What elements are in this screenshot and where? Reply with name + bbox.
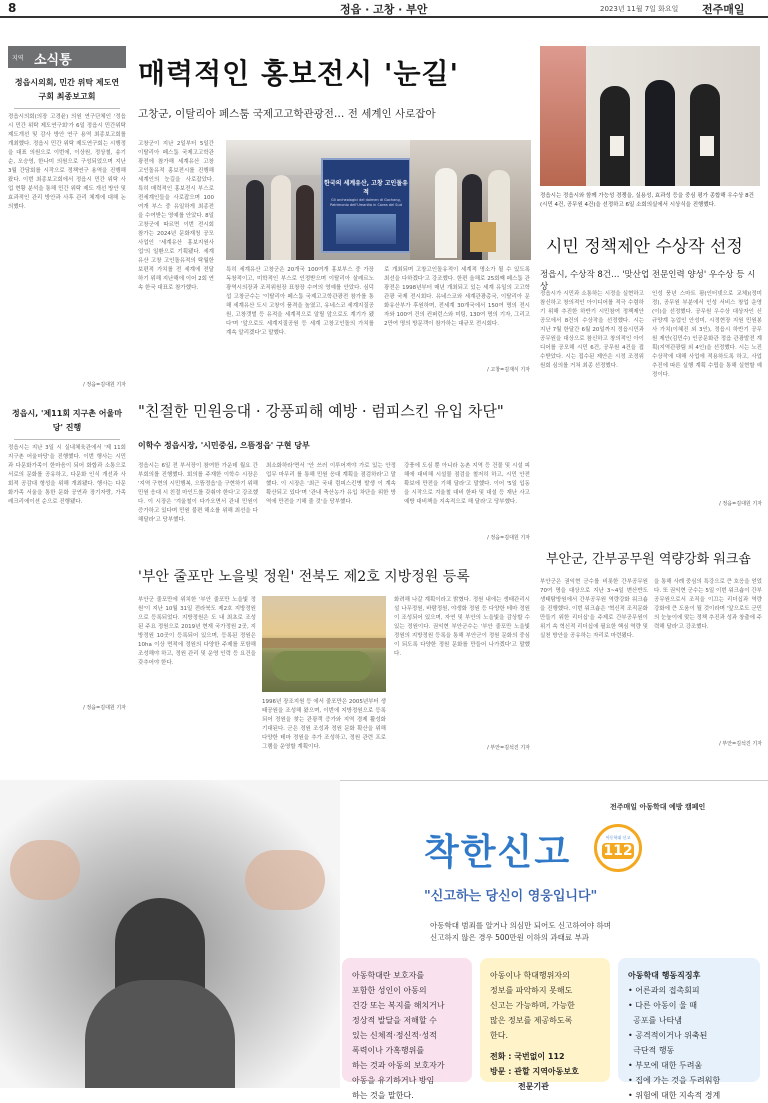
mid-col2: 최소화하라'면서 '안 쓰러 이루어져야 가로 있는 안정 업무 마무리 를 통해 민원 응대 계획을 점검하라'고 말했다. 이 시장은 '최근 국내 럼피스킨병 발생 이 계속 확산되고 있다'며 '관내 축산농가 유입 차단을 위한 방역에 만전을 기해 줄 것'을 당부했다. — [266, 463, 396, 505]
right-top-col1: 정읍시가 시민과 소통하는 시정을 실현하고 참신하고 창의적인 아이디어를 적극 수렴하기 위해 추진한 하반기 시민참여 정책제안 공모에서 8건의 수상작을 선정했다. 시는 지난 7월 한달간 6월 20일까지 정읍시민과 공무원을 대상으로 참신하고 창의적인 아이디어를 공모해 시민 6건, 공무원 4건을 접수받았다. 시는 접수된 제안은 시정 조정위원회 심의를 거쳐 최종 선정했다. — [540, 291, 644, 369]
ad-poster — [0, 780, 768, 1100]
ad-box3-line: • 위험에 대한 지속적 경계 — [628, 1091, 721, 1100]
banner-panel — [321, 158, 411, 253]
ad-box-signs — [618, 958, 760, 1100]
ad-box2-call-3: 전문기관 — [518, 1082, 549, 1091]
sidebar-item1-byline: / 정읍=김대원 기자 — [83, 382, 126, 388]
sidebar-news — [8, 76, 126, 791]
ad-box3-line: • 다른 아동이 울 때 — [628, 1001, 697, 1010]
issue-date: 2023년 11월 7일 화요일 — [600, 5, 679, 13]
ad-box1-line: 하는 것을 말한다. — [352, 1091, 414, 1100]
right-top-headline: 시민 정책제안 수상작 선정 — [546, 237, 743, 257]
ad-box-definition — [342, 958, 472, 1100]
mid-col1: 정읍시는 6일 전 부서장이 참여한 가운데 월요 간부회의를 진행했다. 회의를 주재한 이학수 시장은 '지역 구현의 시민행복, 으뜸정읍'을 구현하기 위해 민원 응대 시 친절 마인드를 갖춰야 한다'고 강조했다. 이 시장은 '겨울철이 다가오면서 관내 민원이 증가하고 있다며 민원 불편 해소를 위해 최선을 다해달라'고 당부했다. — [138, 463, 259, 523]
ad-desc-2: 신고하지 않은 경우 500만원 이하의 과태료 부과 — [430, 933, 590, 942]
ad-photo — [0, 780, 340, 1088]
sidebar-item2-body: 정읍시는 지난 3일 시 실내체육관에서 '제 11회 지구촌 어울마당'을 진행했다. 이번 행사는 시민과 다문화가족이 한마음이 되어 화합과 소통으로 서로의 문화를 공유하고, 다문화 인식 개선과 사회적 공감대 형성을 위해 개최됐다. 행사는 다문화가족 서울을 통한 문화 공연과 장기자랑, 가족 레크리에이션 순으로 진행됐다. — [8, 445, 126, 505]
sidebar-tag-title: 소식통 — [34, 53, 72, 68]
article1-col2: 특히 세계유산 고창군은 20개국 100여개 홍보부스 중 가장 독창적이고, 미학적인 부스로 인정받으며 이탈리아 살레르노 광역시의장과 조직위원장 표창장 수여의 영예를 안았다. 심덕섭 고창군수는 '이탈리아 페스툼 국제고고학관광전 참가를 통해 세계유산 도시 고창이 품격을 높였고, 유네스코 세계지질공원, 고창갯벌 등 유적을 세계적으로 알릴 앞으로도 계기가 됐다'며 '앞으로도 세계지질공원 등 세계 고창고인돌의 가치를 계속 알리겠다'고 말했다. — [226, 267, 374, 336]
article1-headline: 매력적인 홍보전시 '눈길' — [138, 57, 460, 90]
ad-box3-line: • 집에 가는 것을 두려워함 — [628, 1076, 721, 1085]
sidebar-tag — [8, 46, 126, 68]
bottom-col2: 1996년 장조지원 등 에서 줄포만은 2005년부터 생태공원을 조성해 왔으며, 이번에 지방정원으로 등록되어 정원을 찾는 관광객 증가와 지역 경제 활성화 기대된다. 군은 정원 조성과 정원 문화 확산을 위해 다양한 테마 정원을 추가 조성하고, 정원 관련 프로그램을 운영할 계획이다. — [262, 699, 386, 750]
ad-box2-line: 신고는 가능하며, 가능한 — [490, 1001, 575, 1010]
ad-box3-line: • 공격적이거나 위축된 — [628, 1031, 708, 1040]
bottom-byline: / 부안=김석진 기자 — [487, 745, 530, 751]
bottom-col3: 화려해 나갈 계획이라고 밝혔다. 정원 내에는 생태관리시설 나무정원, 바람정원, 야생화 정원 등 다양한 테마 정원이 조성되어 있으며, 자연 및 부안의 노을빛을 감상할 수 있는 정원이다. 권익현 부안군수는 '부안 줄포만 노을빛 정원의 지방정원 등록을 통해 부안군이 정원 문화의 중심이 되도록 다양한 정원 문화를 만들어 나가겠다'고 말했다. — [394, 597, 530, 657]
ad-box3-line: 극단적 행동 — [628, 1046, 675, 1055]
right-mid-col1: 부안군은 권익현 군수를 비롯한 간부공무원 70여 명을 대상으로 지난 3~4일 변산반도 생태탐방원에서 간부공무원 역량강화 워크숍을 진행했다. 이번 워크숍은 '혁신적 조직문화 만들기 위한 리더십'을 주제로 간부공무원이 위기 속 혁신적 리더십에 필요한 핵심 역량 및 실천 방안을 공유하는 자리로 마련됐다. — [540, 579, 648, 639]
right-top-byline: / 정읍=김대원 기자 — [719, 501, 762, 507]
page-header — [0, 0, 768, 18]
article1-col1: 고창군이 지난 2일부터 5일간 이탈리아 페스툼 국제고고학관광전에 참가해 세계유산 고창 고인돌유적 홍보전시를 진행해 세계인의 눈길을 사로잡았다. 특히 매력적인 홍보전시 부스로 전세계인들을 사로잡으며 100여개 부스 중 유일하게 최종전을 수여받는 영예를 안았다. 8일 고창군에 따르면 이번 전시회 참가는 2024년 문화재청 공모사업인 '세계유산 홍보지원사업'의 일환으로 기획됐다. 세계유산 고창 고인돌유적의 탁월한 보편적 가치를 전 세계에 전달하기 위해 지난해에 이어 2회 연속 한국 대표로 참가했다. — [138, 141, 214, 291]
ad-box2-line: 많은 정보를 제공하도록 — [490, 1016, 573, 1025]
sidebar-item1-body: 정읍시의회(의장 고경윤) 의원 연구단체인 '정읍시 민간 위탁 제도연구회'가 6일 정읍시 민간위탁 제도개선 및 감사 방안 연구 용역 최종보고회를 개최했다. 정읍시 민간 위탁 제도연구회는 시행정을 대표 의원으로 이번에, 이상원, 정상철, 송기순, 오승영, 한나미 의원으로 구성되었으며 지난 3월 간담회를 시작으로 정책연구 용역을 진행해 왔다. 이번 최종보고회에서 정읍시 민간 위탁 사업 현황 분석을 통해 민간 위탁 제도 개선 방안 및 효과적인 관리 방안과 사후 관리 체계에 대해 논의했다. — [8, 114, 126, 210]
ad-box2-line: 정보를 파악하지 못해도 — [490, 986, 573, 995]
ad-box3-line: • 부모에 대한 두려움 — [628, 1061, 703, 1070]
ad-title: 착한신고 — [424, 832, 572, 873]
ad-box-report — [480, 958, 610, 1091]
ad-box2-call-2: 방문 : 관할 지역아동보호 — [490, 1067, 579, 1076]
award-photo — [540, 46, 760, 186]
garden-photo — [262, 596, 386, 692]
ad-box1-line: 정상적 발달을 저해할 수 — [352, 1016, 437, 1025]
mid-subhead: 이학수 정읍시장, '시민중심, 으뜸정읍' 구현 당부 — [138, 441, 310, 450]
article1-photo-2 — [410, 140, 531, 260]
page-number: 8 — [8, 1, 17, 15]
ad-box1-line: 포함한 성인이 아동의 — [352, 986, 427, 995]
ad-desc-1: 아동학대 범죄를 알거나 의심만 되어도 신고하여야 하며 — [430, 921, 611, 930]
ad-box1-line: 아동을 유기하거나 방임 — [352, 1076, 435, 1085]
article1-subhead: 고창군, 이탈리아 페스툼 국제고고학관광전… 전 세계인 사로잡아 — [138, 108, 436, 120]
right-mid-col2: 을 통해 사례 중심의 특강으로 큰 호응을 얻었다. 또 권익현 군수는 5일 이번 워크숍이 간부공무원으로서 조직을 이끄는 리더십과 역량 강화에 큰 도움이 될 것이라며 '앞으로도 군민의 눈높이에 맞는 정책 추진과 성과 창출에 주력해 달라'고 강조했다. — [654, 579, 762, 630]
ad-box2-call-1: 전화 : 국번없이 112 — [490, 1052, 565, 1061]
ad-badge-number: 112 — [603, 843, 633, 859]
ad-box3-title: 아동학대 행동직징후 — [628, 971, 701, 980]
sidebar-item2-title: 정읍시, '제11회 지구촌 어울마당' 진행 — [12, 409, 122, 432]
brand-logo: 전주매일 — [702, 3, 745, 16]
ad-corner-text: 전주매일 아동학대 예방 캠페인 — [610, 803, 706, 811]
photo-banner-title: 한국의 세계유산, 고창 고인돌유적 — [324, 180, 408, 196]
section-title: 정읍 · 고창 · 부안 — [340, 3, 428, 16]
ad-box3-line: • 어른과의 접촉회피 — [628, 986, 700, 995]
right-mid-headline: 부안군, 간부공무원 역량강화 워크숍 — [546, 552, 751, 567]
sidebar-tag-small: 지역 — [12, 55, 24, 62]
mid-byline: / 정읍=김대원 기자 — [487, 535, 530, 541]
bottom-headline: '부안 줄포만 노을빛 정원' 전북도 제2호 지방정원 등록 — [138, 569, 470, 585]
sidebar-item2-byline: / 정읍=김대원 기자 — [83, 705, 126, 711]
mid-headline: "친절한 민원응대 · 강풍피해 예방 · 럼피스킨 유입 차단" — [138, 402, 504, 420]
ad-box1-line: 아동학대란 보호자를 — [352, 971, 425, 980]
ad-slogan: "신고하는 당신이 영웅입니다" — [424, 889, 598, 904]
mid-col3: 강풍에 도심 뿐 아니라 농촌 지역 등 건물 및 시설 피해에 대비해 시설물 점검을 철저히 하고, 시민 안전 확보에 만전을 기해 달라'고 말했다. 이어 '5일 입동을 시작으로 겨울철 대비 한파 및 대설 등 재난 사고 예방 대비책을 지속적으로 해 달라'고 당부했다. — [404, 463, 530, 505]
right-top-subhead: 정읍시, 수상작 8건… '맞산업 전문인력 양성' 우수상 등 시상 — [540, 270, 756, 292]
sidebar-item1-title: 정읍시의회, 민간 위탁 제도연구회 최종보고회 — [14, 78, 120, 101]
bottom-col1: 부안군 줄포만에 위치한 '부안 줄포만 노을빛 정원'이 지난 10월 31일 전라북도 제2호 지방정원으로 등록되었다. 지방정원은 도 내 최초로 조성된 주요 정원으로 2019년 현재 국가정원 2곳, 지방정원 10곳이 등록되어 있으며, 등록된 정원은 10ha 이상 면적에 정원의 다양한 주제를 포함해 조성해야 하고, 정원 관리 및 운영 인력 등 요건을 갖추어야 한다. — [138, 597, 256, 666]
article1-byline: / 고창=김재식 기자 — [487, 367, 530, 373]
ad-box1-line: 건강 또는 복지를 해치거나 — [352, 1001, 445, 1010]
ad-box1-line: 하는 것과 아동의 보호자가 — [352, 1061, 445, 1070]
ad-box1-line: 폭력이나 가혹행위를 — [352, 1046, 425, 1055]
award-caption: 정읍시는 정읍시와 함께 가능성 경쟁을, 실용성, 효과성 등을 중심 평가 종합해 우수상 8건(시민 4건, 공무원 4건)을 선정하고 6일 소회의실에서 시상식을 진행했다. — [540, 193, 754, 208]
ad-box3-line: 공포를 나타냄 — [628, 1016, 682, 1025]
ad-badge — [594, 824, 642, 872]
article1-col3: 로 개최되며 고창고인돌유적이 세계적 명소가 될 수 있도록 최선을 다하겠다'고 강조했다. 한편 올해로 25회째 페스툼 관광전은 1998년부터 매년 개최되고 있는 세계 유일의 고고학관광 국제 전시회다. 유네스코와 세계관광총국, 이탈리아 문화유산부가 후원하며, 전세계 30개국에서 150여 명의 전시자와 100여 건의 컨퍼런스와 미팅, 130여 명의 기자, 그리고 2만여 명의 방문객이 참가하는 대규모 전시회다. — [384, 267, 530, 327]
right-mid-byline: / 부안=김석진 기자 — [719, 741, 762, 747]
photo-banner-sub: Gli archeologici del dolmen di Gochang, Patrimonio dell'Umanita in Corea del Sud — [330, 198, 402, 207]
ad-box1-line: 있는 신체적·정신적·성적 — [352, 1031, 437, 1040]
ad-box2-line: 아동이나 학대행위자의 — [490, 971, 570, 980]
ad-box2-line: 한다. — [490, 1031, 508, 1040]
right-top-col2: 인성 풍년 스마트 팜(인터넷으로 교체)(정미정), 공무원 부분에서 인성 서비스 창업 운영(이)을 선정했다. 공무원 우수상 대상자인 신규양계 농업인 안성미, 시정현장 지원 민원봉사 가치(이혜진 외 3인), 정읍시 하반기 공무원 제안(김민수) 인공문화관 정읍 관광발전 계획(지역관광팀 외 4인)을 선정했다. 시는 노진 수상작에 대해 사업에 적용하도록 하고, 사업 추진에 따른 실행 계획 수립을 통해 실현할 예정이다. — [652, 291, 762, 378]
ad-badge-top: 아동학대 신고 — [605, 835, 631, 840]
